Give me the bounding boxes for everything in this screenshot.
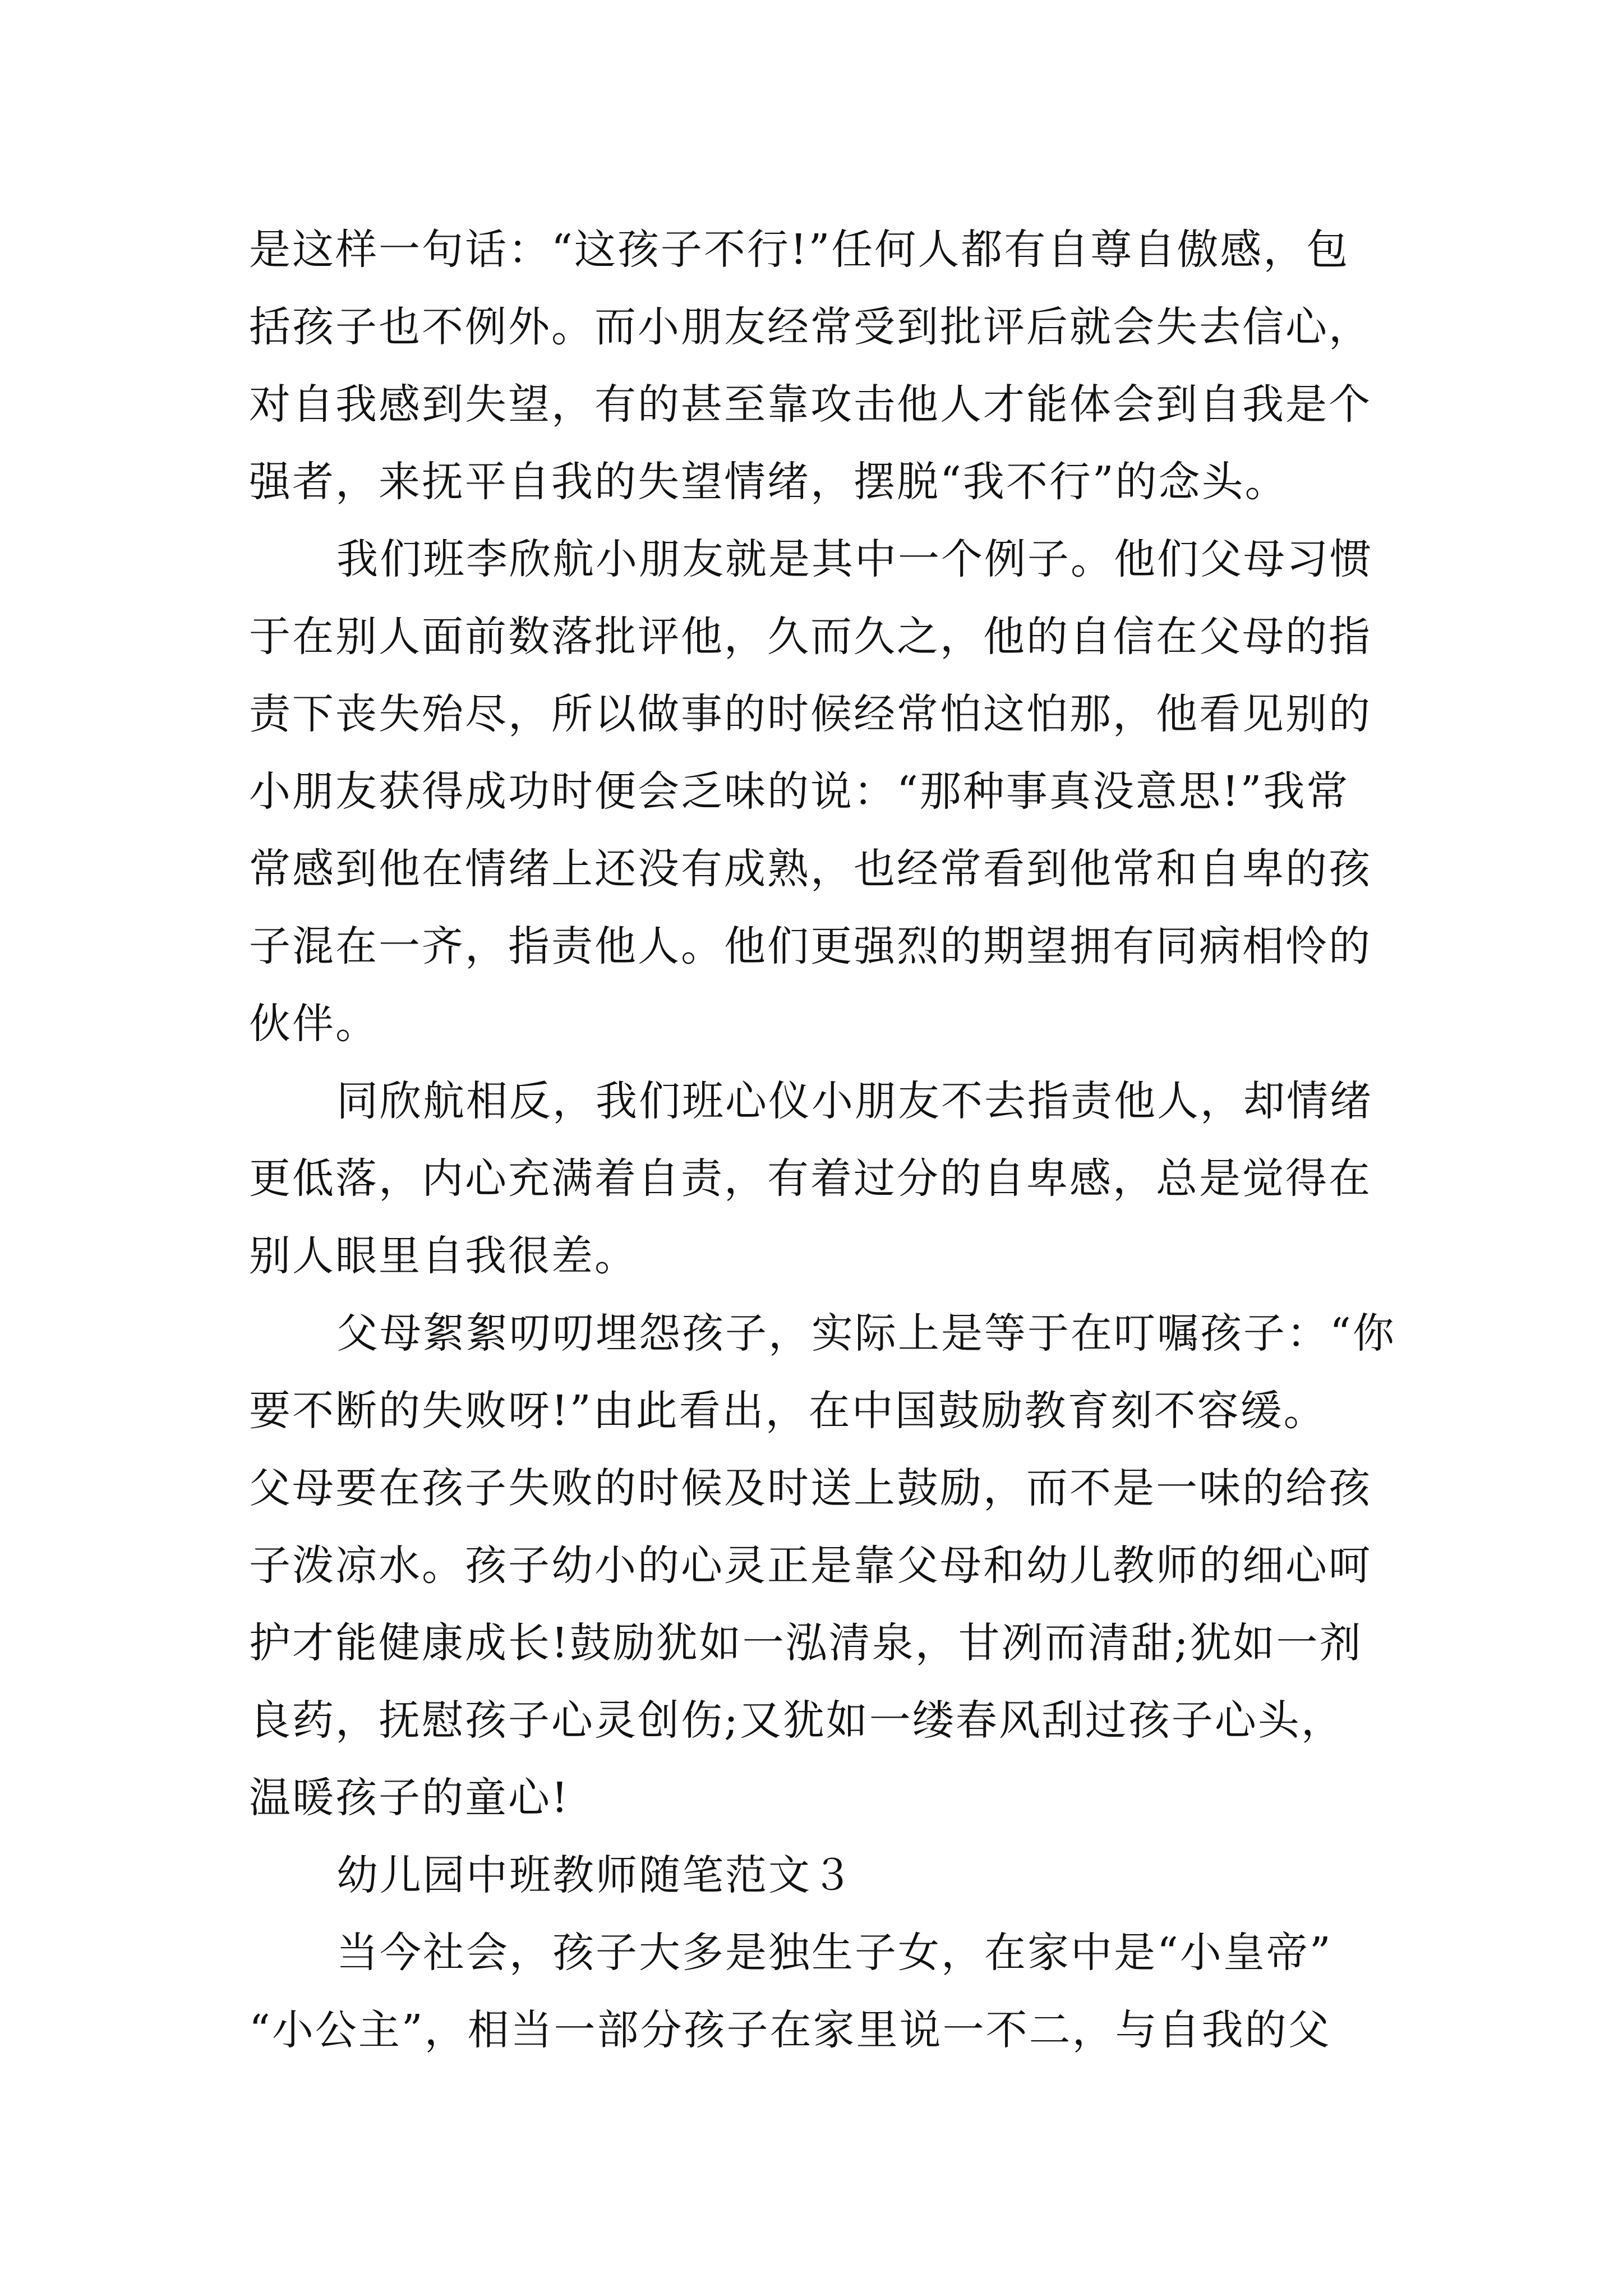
text-line: 对自我感到失望，有的甚至靠攻击他人才能体会到自我是个: [249, 380, 1372, 429]
text-line: 责下丧失殆尽，所以做事的时候经常怕这怕那，他看见别的: [249, 690, 1372, 738]
text-line: 当今社会，孩子大多是独生子女，在家中是“小皇帝”: [336, 1929, 1332, 1977]
text-line: 幼儿园中班教师随笔范文３: [336, 1851, 855, 1899]
text-line: “小公主”，相当一部分孩子在家里说一不二，与自我的父: [249, 2006, 1331, 2054]
text-line: 要不断的失败呀!”由此看出，在中国鼓励教育刻不容缓。: [249, 1387, 1327, 1435]
text-line: 别人眼里自我很差。: [249, 1232, 638, 1280]
text-line: 子泼凉水。孩子幼小的心灵正是靠父母和幼儿教师的细心呵: [249, 1542, 1372, 1590]
text-line: 我们班李欣航小朋友就是其中一个例子。他们父母习惯: [336, 535, 1373, 583]
text-line: 于在别人面前数落批评他，久而久之，他的自信在父母的指: [249, 613, 1372, 661]
text-line: 括孩子也不例外。而小朋友经常受到批评后就会失去信心，: [249, 303, 1372, 351]
text-line: 强者，来抚平自我的失望情绪，摆脱“我不行”的念头。: [249, 458, 1288, 506]
text-line: 小朋友获得成功时便会乏味的说：“那种事真没意思!”我常: [249, 767, 1350, 816]
text-line: 更低落，内心充满着自责，有着过分的自卑感，总是觉得在: [249, 1154, 1372, 1203]
text-line: 父母要在孩子失败的时候及时送上鼓励，而不是一味的给孩: [249, 1464, 1372, 1512]
text-line: 同欣航相反，我们班心仪小朋友不去指责他人，却情绪: [336, 1077, 1373, 1125]
document-body: [249, 211, 1396, 2069]
text-line: 良药，抚慰孩子心灵创伤;又犹如一缕春风刮过孩子心头，: [249, 1696, 1344, 1745]
text-line: 子混在一齐，指责他人。他们更强烈的期望拥有同病相怜的: [249, 922, 1372, 970]
text-line: 温暖孩子的童心!: [249, 1774, 570, 1822]
text-line: 父母絮絮叨叨埋怨孩子，实际上是等于在叮嘱孩子：“你: [336, 1309, 1396, 1358]
text-line: 护才能健康成长!鼓励犹如一泓清泉，甘冽而清甜;犹如一剂: [249, 1619, 1363, 1667]
text-line: 是这样一句话：“这孩子不行!”任何人都有自尊自傲感，包: [249, 226, 1350, 274]
text-line: 伙伴。: [249, 1000, 379, 1048]
text-line: 常感到他在情绪上还没有成熟，也经常看到他常和自卑的孩: [249, 845, 1372, 893]
